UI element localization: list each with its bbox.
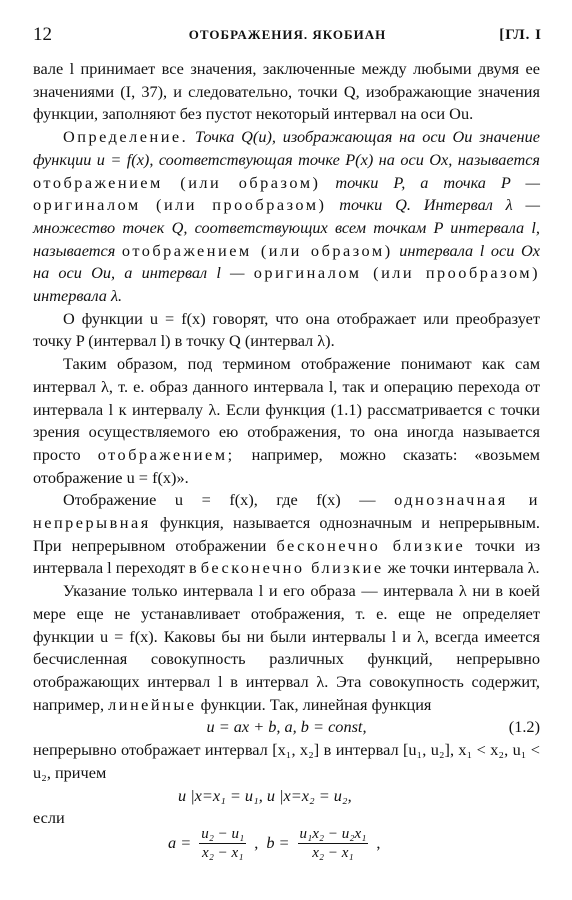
definition-text-i: интервала λ. [33,286,123,306]
coefficients [168,825,380,862]
paragraph-5-f: бесконечно близкие [200,558,384,578]
b-numerator: u₁x₂ − u₂x₁ [299,825,367,842]
equation-1-2 [33,716,540,739]
running-title: ОТОБРАЖЕНИЯ. ЯКОБИАН [188,27,387,42]
paragraph-5 [33,489,540,580]
boundary-conditions: u |x=x₁ = u₁, u |x=x₂ = u₂, [178,785,352,805]
paragraph-7: непрерывно отображает интервал [x₁, x₂] в интервал [u₁, u₂], x₁ < x₂, u₁ < u₂, причем [33,740,540,782]
paragraph-4-d: например, можно сказать: «возьмем отображение u = f(x)». [33,444,540,487]
a-numerator: u₂ − u₁ [201,825,245,842]
paragraph-6-a: Указание только интервала l и его образа — интервала λ ни в коей мере еще не устанавливает отображения, т. е. еще не определяет функции u = f(x). Каковы бы ни были интервалы l и λ, всегда имеется бесчисленная совокупность различных функций, непрерывно отображающих интервал l в интервал λ. Эта совокупность содержит, например, [33,581,540,714]
definition-text-g: интервала l оси Ox на оси Ou, а интервал l — [33,240,540,283]
paragraph-3: О функции u = f(x) говорят, что она отображает или преобразует точку P (интервал l) в точку Q (интервал λ). [33,308,540,351]
definition-term-h: оригиналом (или прообразом) [253,263,540,283]
a-fraction [199,825,246,862]
equation-text: u = ax + b, a, b = const, [206,717,367,737]
definition-term-f: отображением (или образом) [121,240,393,260]
definition-term-d: оригиналом (или прообразом) [33,195,327,215]
paragraph-6-c: функции. Так, линейная функция [200,694,432,714]
b-fraction [298,825,369,862]
equation-number: (1.2) [508,717,540,737]
paragraph-4-a: Таким образом, под термином отображение понимают как сам интервал λ, т. е. образ данного интервала l, так и операцию перехода от интервала l к интервалу λ. [33,354,540,419]
definition-term-b: отображением (или образом) [33,172,321,192]
paragraph-6 [33,580,540,716]
definition-paragraph [33,126,540,308]
chapter-label: [ГЛ. I [499,27,542,43]
comma-end: , [376,832,381,852]
paragraph-4 [33,353,540,489]
paragraph-1: вале l принимает все значения, заключенные между любыми двумя ее значениями (I, 37), и следовательно, точки Q, изображающие значения функции, заполняют без пустот некоторый интервал на оси Ou. [33,59,540,124]
a-label: a = [168,832,192,852]
definition-text-c: точки P, а точка P — [335,172,540,192]
definition-text-a: Точка Q(u), изображающая на оси Ou значение функции u = f(x), соответствующая точке P(x) на оси Ox, называется [33,127,540,169]
page-number: 12 [33,24,52,45]
comma-sep: , [254,832,259,852]
b-label: b = [266,832,290,852]
paragraph-5-g: же точки интервала λ. [387,558,540,578]
paragraph-4-c: отображением; [97,444,235,464]
definition-word: Определение. [63,127,189,147]
paragraph-5-c: функция, называется однозначным и непрерывным. При непрерывном отображении [33,513,540,555]
formula-block [33,785,540,895]
if-word: если [33,807,65,827]
paragraph-5-a: Отображение u = f(x), где f(x) — [63,490,376,510]
page-header [33,24,542,46]
a-denominator: x₂ − x₁ [202,844,244,861]
b-denominator: x₂ − x₁ [312,844,354,861]
page-body [33,58,540,895]
paragraph-5-e: точки из интервала l переходят в [33,535,541,578]
paragraph-4-b: Если функция (1.1) рассматривается с точки зрения осуществляемого ею отображения, то она иногда называется просто [33,399,540,464]
paragraph-5-b: однозначная и непрерывная [33,490,540,533]
paragraph-6-b: линейные [108,694,197,714]
paragraph-5-d: бесконечно близкие [276,535,466,555]
definition-text-e: точки Q. Интервал λ — множество точек Q, соответствующих всем точкам P интервала l, называется [33,195,541,260]
